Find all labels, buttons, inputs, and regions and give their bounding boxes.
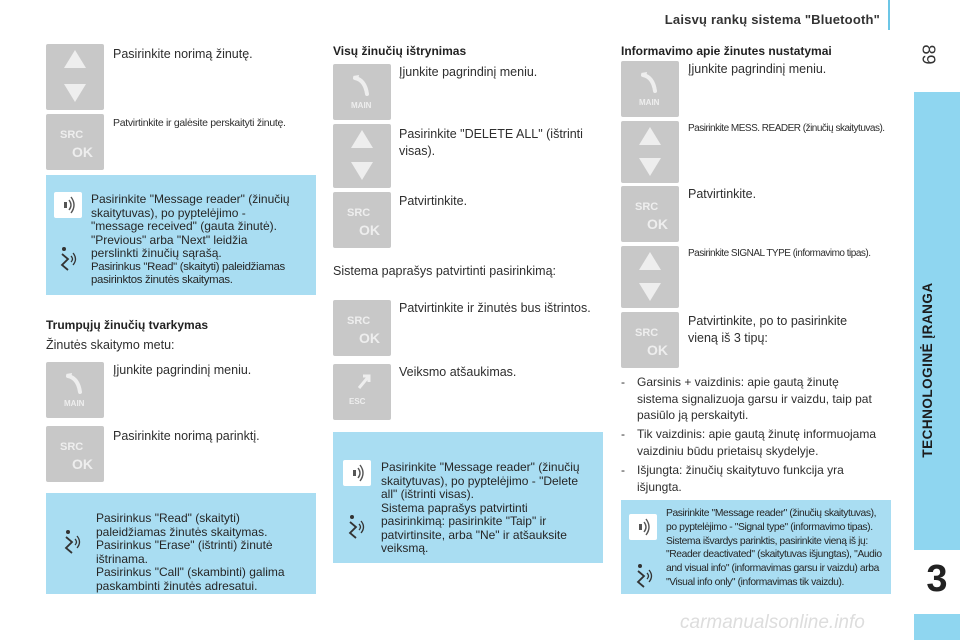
- col1-step4-text: Pasirinkite norimą parinktį.: [113, 429, 260, 443]
- col3-step5-line: vieną iš 3 tipų:: [688, 331, 768, 345]
- col3-note-line: and visual info" (informavimas garsu ir vaizdu) arba: [666, 563, 879, 575]
- ok-label: OK: [359, 330, 380, 346]
- col1-note1-line: perslinkti žinučių sąrašą.: [91, 246, 222, 260]
- col1-note2-line: ištrinama.: [96, 551, 149, 566]
- main-button-icon: [333, 64, 391, 120]
- ok-label: OK: [359, 222, 380, 238]
- main-button-icon: [46, 362, 104, 418]
- up-down-button-icon: [621, 246, 679, 308]
- voice-command-icon: [56, 245, 82, 273]
- col1-note1-line: "Previous" arba "Next" leidžia: [91, 232, 248, 247]
- col3-bullet-item: [621, 374, 906, 424]
- src-ok-button-icon: [621, 186, 679, 242]
- main-label: MAIN: [351, 101, 372, 110]
- col2-step2-line: visas).: [399, 144, 436, 158]
- bullet-line: vaizdiniu būdu prietaisų skydelyje.: [637, 443, 819, 458]
- col3-step3-text: Patvirtinkite.: [688, 187, 757, 201]
- src-label: SRC: [635, 201, 659, 213]
- col3-bullet-item: [621, 462, 906, 496]
- col1-note1-line: pasirinktos žinutės skaitymas.: [91, 274, 233, 286]
- src-ok-button-icon: [621, 312, 679, 368]
- col1-note1-line: skaitytuvas), po pyptelėjimo -: [91, 205, 246, 220]
- col2-note-line: pasirinkimą: pasirinkite "Taip" ir: [381, 514, 547, 528]
- up-down-button-icon: [333, 124, 391, 188]
- voice-command-icon: [344, 513, 370, 541]
- col2-note-text: [381, 461, 603, 556]
- voice-icon: [54, 192, 82, 218]
- col3-note-line: "Reader deactivated" (skaitytuvas išjungtas), "Audio: [666, 549, 882, 561]
- voice-command-icon: [632, 562, 658, 590]
- col3-note-line: "Visual info only" (informavimas tik vaizdu).: [666, 576, 844, 588]
- bullet-dash: -: [621, 427, 625, 441]
- col2-step1-text: Įjunkite pagrindinį meniu.: [399, 65, 538, 79]
- col3-step4-text: Pasirinkite SIGNAL TYPE (informavimo tipas).: [688, 248, 871, 259]
- col2-note-line: all" (ištrinti visas).: [381, 487, 474, 501]
- col1-step3-text: Įjunkite pagrindinį meniu.: [113, 363, 252, 377]
- col2-note-line: skaitytuvas), po pyptelėjimo - "Delete: [381, 473, 579, 488]
- page-header-title: Laisvų rankų sistema "Bluetooth": [664, 12, 880, 27]
- bullet-line: Tik vaizdinis: apie gautą žinutę informuojama: [637, 427, 877, 441]
- chapter-side-label: TECHNOLOGINĖ ĮRANGA: [920, 282, 935, 458]
- voice-command-icon: [60, 528, 86, 556]
- main-label: MAIN: [64, 399, 85, 408]
- ok-label: OK: [72, 144, 93, 160]
- chapter-number: 3: [926, 558, 948, 600]
- col2-step5-text: Veiksmo atšaukimas.: [399, 365, 517, 379]
- col2-system-asks-text: Sistema paprašys patvirtinti pasirinkimą:: [333, 264, 556, 278]
- col1-note2-line: Pasirinkus "Erase" (ištrinti) žinutė: [96, 538, 273, 552]
- src-ok-button-icon: [333, 300, 391, 356]
- col3-note-line: po pyptelėjimo - "Signal type" (informavimo tipas).: [666, 521, 873, 533]
- col2-heading: Visų žinučių ištrynimas: [333, 44, 467, 58]
- col3-heading: Informavimo apie žinutes nustatymai: [621, 44, 832, 58]
- main-label: MAIN: [639, 98, 660, 107]
- bullet-text: [637, 426, 906, 459]
- bullet-line: išjungta.: [637, 479, 682, 494]
- src-label: SRC: [60, 129, 84, 141]
- src-ok-button-icon: [333, 192, 391, 248]
- col2-note-line: Pasirinkite "Message reader" (žinučių: [381, 460, 580, 474]
- main-button-icon: [621, 61, 679, 117]
- esc-button-icon: [333, 364, 391, 420]
- col1-note1-text: [91, 193, 316, 288]
- up-down-button-icon: [46, 44, 104, 110]
- col2-note-line: patvirtinsite, arba "Ne" ir atšauksite: [381, 527, 567, 542]
- col1-note2-line: Pasirinkus "Call" (skambinti) galima: [96, 565, 285, 579]
- bullet-line: Išjungta: žinučių skaitytuvo funkcija yra: [637, 463, 844, 477]
- col3-step1-text: Įjunkite pagrindinį meniu.: [688, 62, 827, 76]
- src-label: SRC: [347, 207, 371, 219]
- footer-watermark: carmanualsonline.info: [680, 612, 865, 633]
- ok-label: OK: [647, 216, 668, 232]
- src-label: SRC: [60, 441, 84, 453]
- bullet-text: [637, 374, 906, 424]
- col3-note-text: [666, 507, 890, 590]
- bullet-text: [637, 462, 906, 495]
- col3-step5-text: [688, 313, 898, 347]
- ok-label: OK: [72, 456, 93, 472]
- col1-note2-text: [96, 512, 314, 593]
- src-ok-button-icon: [46, 114, 104, 170]
- bullet-line: sistema signalizuoja garsu ir vaizdu, taip pat: [637, 391, 872, 406]
- col2-step3-text: Patvirtinkite.: [399, 194, 468, 208]
- bullet-line: Garsinis + vaizdinis: apie gautą žinutę: [637, 375, 839, 389]
- src-ok-button-icon: [46, 426, 104, 482]
- src-label: SRC: [635, 327, 659, 339]
- esc-label: ESC: [349, 397, 366, 406]
- src-label: SRC: [347, 315, 371, 327]
- bullet-dash: -: [621, 375, 625, 389]
- col1-note2-line: Pasirinkus "Read" (skaityti): [96, 511, 240, 525]
- bullet-line: pasiūlo ją perskaityti.: [637, 408, 749, 422]
- page-number: 89: [918, 44, 939, 65]
- voice-icon: [629, 514, 657, 540]
- col2-step2-line: Pasirinkite "DELETE ALL" (ištrinti: [399, 127, 583, 141]
- col1-step2-text: Patvirtinkite ir galėsite perskaityti žinutę.: [113, 117, 286, 129]
- col1-step1-text: Pasirinkite norimą žinutę.: [113, 47, 253, 61]
- col2-note-line: Sistema paprašys patvirtinti: [381, 500, 528, 515]
- col1-note1-line: Pasirinkite "Message reader" (žinučių: [91, 192, 290, 206]
- col2-step4-text: Patvirtinkite ir žinutės bus ištrintos.: [399, 301, 591, 315]
- voice-icon: [343, 460, 371, 486]
- col1-note2-line: paleidžiamas žinutės skaitymas.: [96, 524, 268, 539]
- bullet-dash: -: [621, 463, 625, 477]
- col3-bullet-item: [621, 426, 906, 460]
- header-divider: [888, 0, 890, 30]
- col3-step2-text: Pasirinkite MESS. READER (žinučių skaitytuvas).: [688, 123, 885, 134]
- col3-step5-line: Patvirtinkite, po to pasirinkite: [688, 314, 848, 328]
- col1-heading: Trumpųjų žinučių tvarkymas: [46, 318, 209, 332]
- col2-step2-text: [399, 126, 599, 160]
- col1-note2-line: paskambinti žinutės adresatui.: [96, 578, 258, 593]
- col2-note-line: veiksmą.: [381, 541, 429, 555]
- col1-note1-line: Pasirinkus "Read" (skaityti) paleidžiamas: [91, 260, 285, 273]
- col1-note1-line: "message received" (gauta žinutė).: [91, 219, 277, 233]
- col3-note-line: Pasirinkite "Message reader" (žinučių skaitytuvas),: [666, 508, 877, 519]
- col3-note-line: Sistema išvardys parinktis, pasirinkite vieną iš jų:: [666, 535, 868, 547]
- up-down-button-icon: [621, 121, 679, 183]
- ok-label: OK: [647, 342, 668, 358]
- col1-intro-text: Žinutės skaitymo metu:: [46, 338, 175, 352]
